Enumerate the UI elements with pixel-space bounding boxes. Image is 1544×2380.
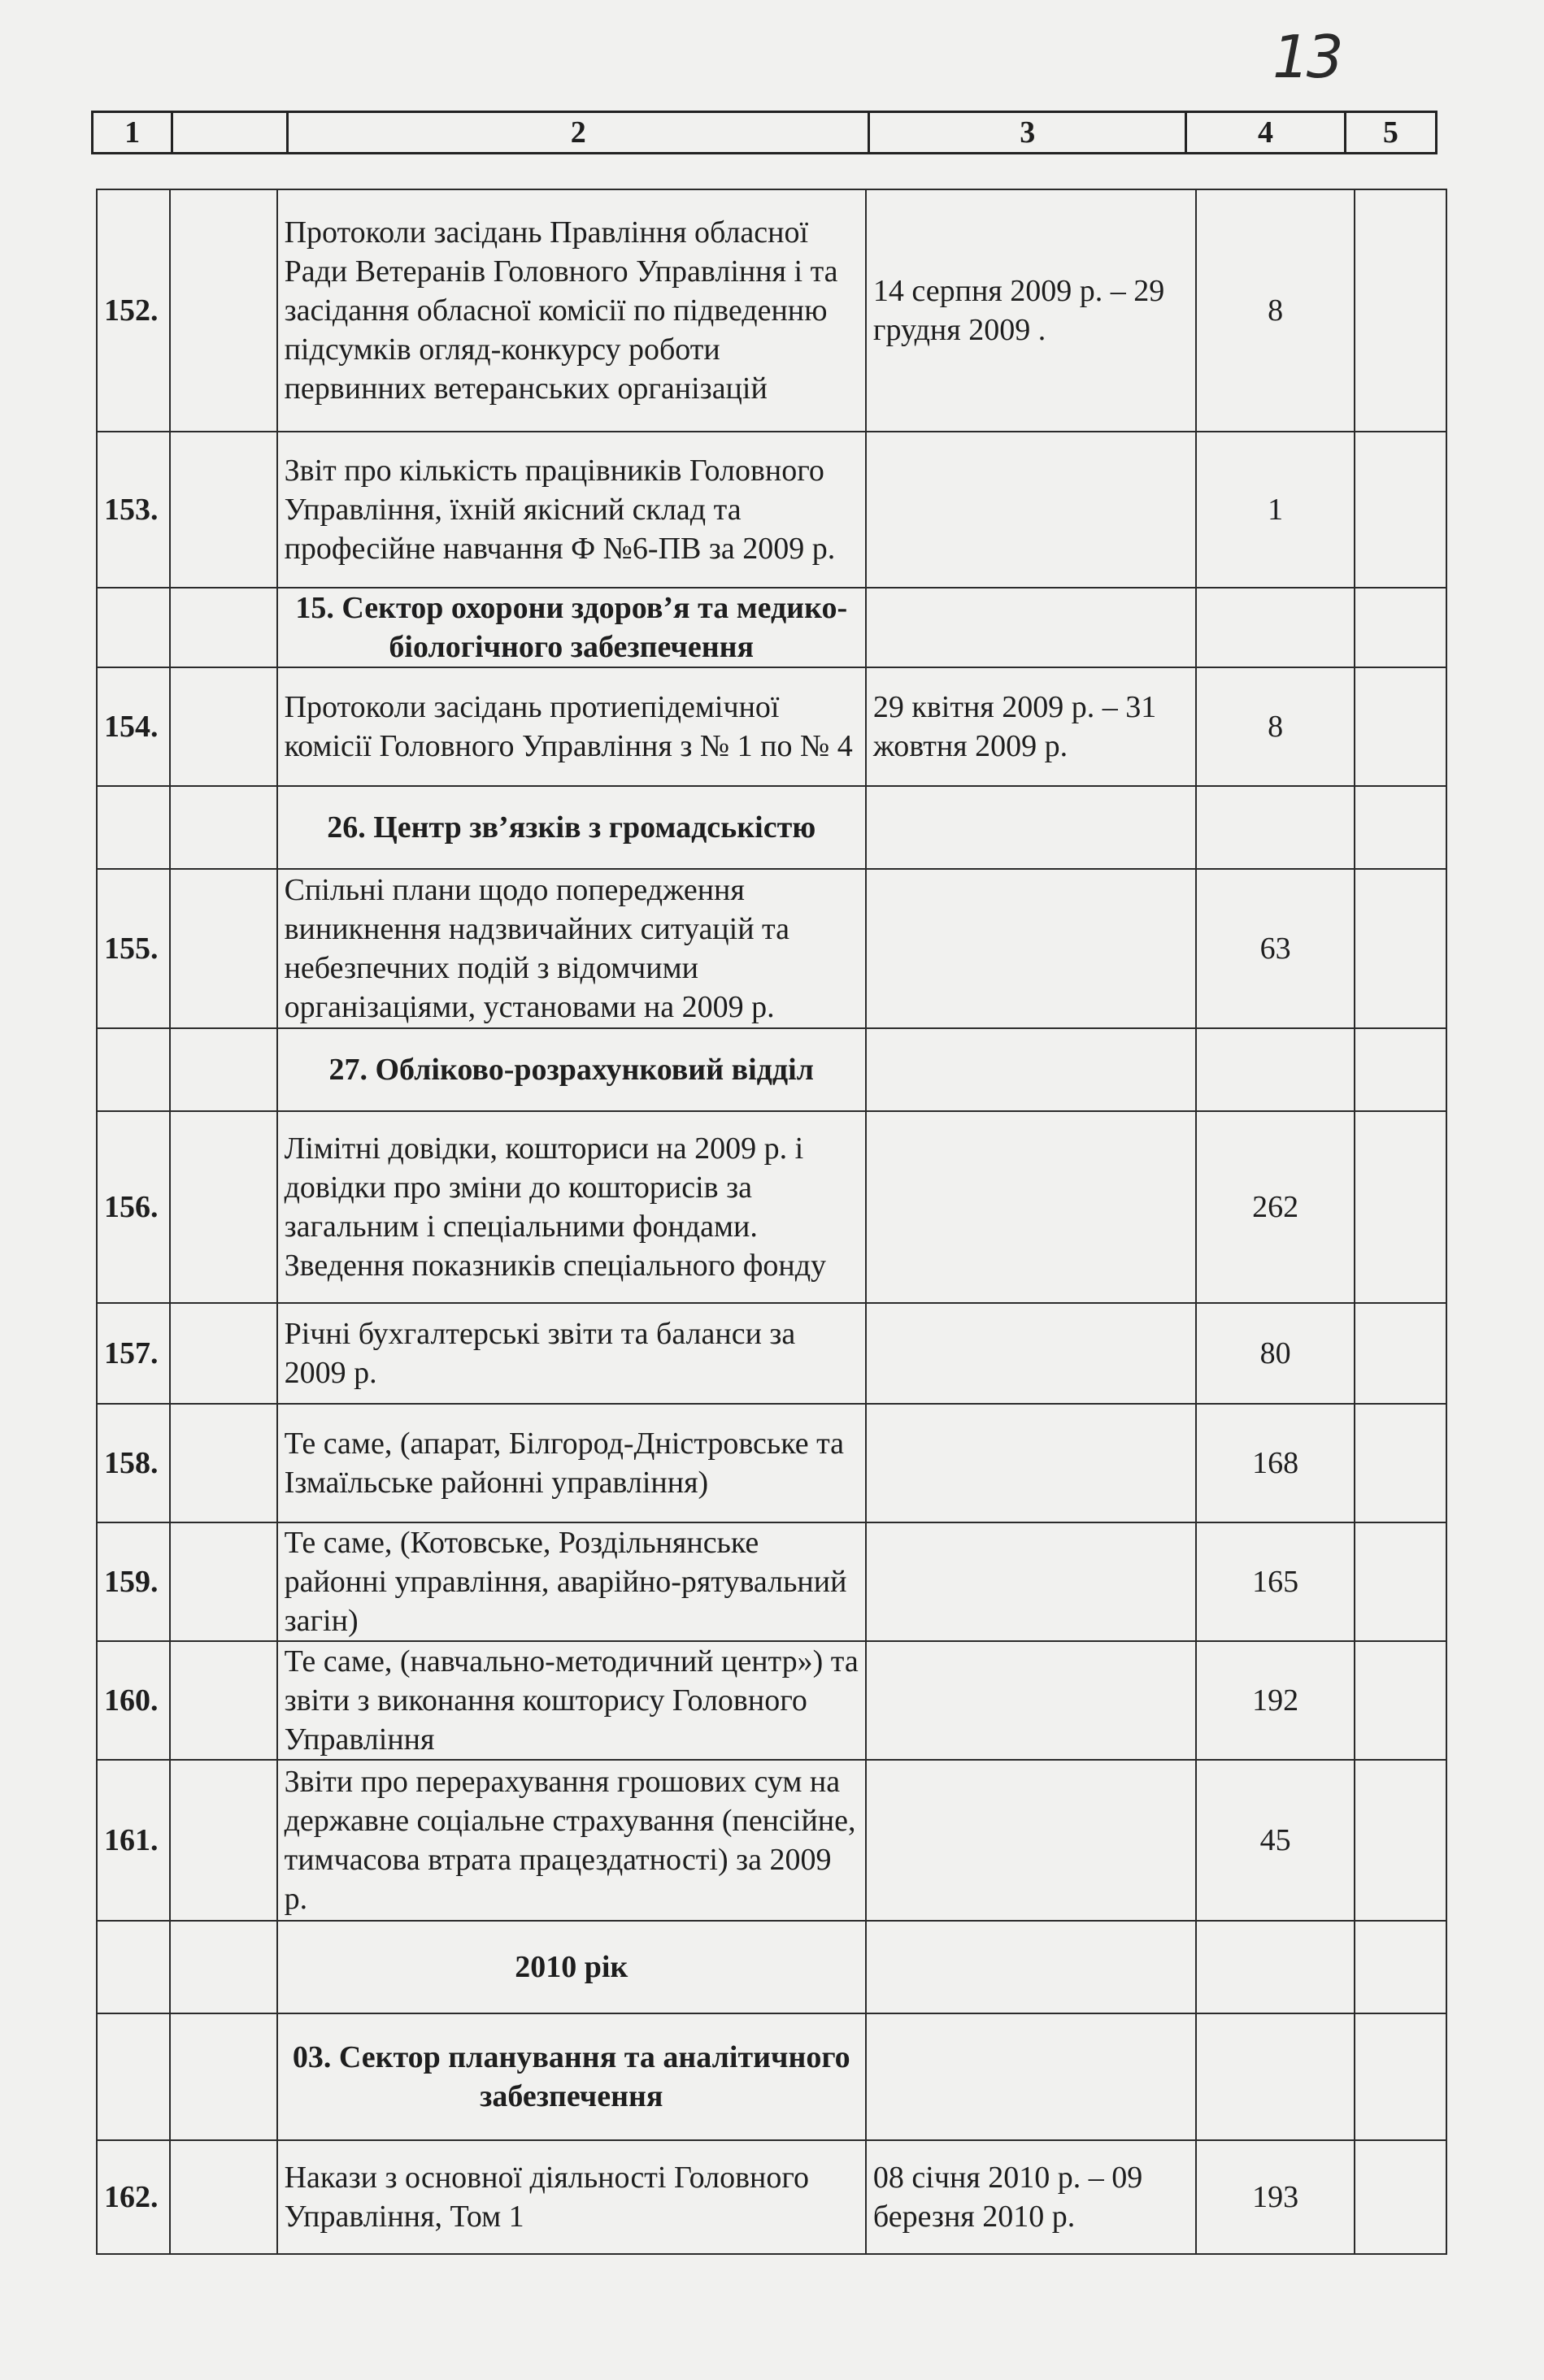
empty-cell [97, 786, 170, 869]
empty-cell [1355, 2140, 1446, 2254]
table-row [97, 1111, 1446, 1303]
item-count: 45 [1196, 1760, 1355, 1921]
section-title: 26. Центр зв’язків з громадськістю [277, 786, 866, 869]
column-header-2: 2 [288, 112, 869, 154]
empty-cell [1355, 1641, 1446, 1760]
empty-cell [1355, 432, 1446, 588]
empty-cell [170, 588, 276, 667]
empty-cell [1196, 2013, 1355, 2140]
item-dates [866, 1303, 1196, 1404]
section-row [97, 588, 1446, 667]
item-count: 63 [1196, 869, 1355, 1028]
item-count: 165 [1196, 1522, 1355, 1641]
column-header-table [91, 111, 1437, 154]
item-number: 157. [97, 1303, 170, 1404]
item-number: 156. [97, 1111, 170, 1303]
item-dates [866, 1404, 1196, 1522]
item-title: Протоколи засідань протиепідемічної комісії Головного Управління з № 1 по № 4 [277, 667, 866, 786]
item-title: Те саме, (Котовське, Роздільнянське районні управління, аварійно-рятувальний загін) [277, 1522, 866, 1641]
page-number: 13 [1272, 23, 1341, 91]
empty-cell [1355, 1028, 1446, 1111]
item-count: 8 [1196, 667, 1355, 786]
section-title: 2010 рік [277, 1921, 866, 2013]
item-dates: 14 серпня 2009 р. – 29 грудня 2009 . [866, 189, 1196, 432]
table-row [97, 667, 1446, 786]
item-number: 152. [97, 189, 170, 432]
item-title: Спільні плани щодо попередження виникнення надзвичайних ситуацій та небезпечних подій з відомчими організаціями, установами на 2009 р. [277, 869, 866, 1028]
item-title: Те саме, (навчально-методичний центр») та звіти з виконання кошторису Головного Управління [277, 1641, 866, 1760]
item-count: 192 [1196, 1641, 1355, 1760]
section-title: 15. Сектор охорони здоров’я та медико-біологічного забезпечення [277, 588, 866, 667]
empty-cell [1196, 786, 1355, 869]
inventory-table [96, 189, 1447, 2255]
item-number: 154. [97, 667, 170, 786]
empty-cell [170, 1111, 276, 1303]
empty-cell [170, 1921, 276, 2013]
item-dates: 29 квітня 2009 р. – 31 жовтня 2009 р. [866, 667, 1196, 786]
empty-cell [170, 869, 276, 1028]
empty-cell [170, 1404, 276, 1522]
empty-cell [170, 1303, 276, 1404]
empty-cell [1196, 588, 1355, 667]
column-header-4: 4 [1186, 112, 1346, 154]
item-dates [866, 432, 1196, 588]
table-row [97, 869, 1446, 1028]
empty-cell [170, 1760, 276, 1921]
empty-cell [866, 786, 1196, 869]
empty-cell [97, 1028, 170, 1111]
item-number: 153. [97, 432, 170, 588]
table-row [97, 1760, 1446, 1921]
item-count: 262 [1196, 1111, 1355, 1303]
empty-cell [97, 2013, 170, 2140]
item-count: 193 [1196, 2140, 1355, 2254]
item-title: Накази з основної діяльності Головного Управління, Том 1 [277, 2140, 866, 2254]
column-header-1: 1 [93, 112, 172, 154]
empty-cell [1355, 786, 1446, 869]
empty-cell [170, 1641, 276, 1760]
empty-cell [170, 1028, 276, 1111]
item-dates [866, 1760, 1196, 1921]
empty-cell [170, 189, 276, 432]
empty-cell [1355, 1303, 1446, 1404]
empty-cell [1355, 189, 1446, 432]
table-row [97, 1404, 1446, 1522]
item-number: 155. [97, 869, 170, 1028]
item-count: 80 [1196, 1303, 1355, 1404]
item-title: Те саме, (апарат, Білгород-Дністровське та Ізмаїльське районні управління) [277, 1404, 866, 1522]
empty-cell [170, 1522, 276, 1641]
item-title: Звіти про перерахування грошових сум на державне соціальне страхування (пенсійне, тимчасова втрата працездатності) за 2009 р. [277, 1760, 866, 1921]
item-title: Лімітні довідки, кошториси на 2009 р. і довідки про зміни до кошторисів за загальним і спеціальними фондами. Зведення показників спеціального фонду [277, 1111, 866, 1303]
column-header-3: 3 [869, 112, 1186, 154]
empty-cell [170, 667, 276, 786]
empty-cell [1355, 667, 1446, 786]
item-number: 159. [97, 1522, 170, 1641]
item-count: 168 [1196, 1404, 1355, 1522]
empty-cell [1355, 1760, 1446, 1921]
item-count: 8 [1196, 189, 1355, 432]
empty-cell [866, 1028, 1196, 1111]
empty-cell [1355, 1404, 1446, 1522]
item-dates [866, 869, 1196, 1028]
item-title: Звіт про кількість працівників Головного Управління, їхній якісний склад та професійне навчання Ф №6-ПВ за 2009 р. [277, 432, 866, 588]
section-row [97, 2013, 1446, 2140]
item-number: 160. [97, 1641, 170, 1760]
empty-cell [866, 2013, 1196, 2140]
section-row [97, 1028, 1446, 1111]
empty-cell [170, 786, 276, 869]
empty-cell [1355, 2013, 1446, 2140]
item-dates [866, 1522, 1196, 1641]
empty-cell [97, 588, 170, 667]
table-row [97, 1303, 1446, 1404]
section-title: 27. Обліково-розрахунковий відділ [277, 1028, 866, 1111]
column-header-5: 5 [1345, 112, 1436, 154]
empty-cell [1355, 869, 1446, 1028]
item-title: Річні бухгалтерські звіти та баланси за 2009 р. [277, 1303, 866, 1404]
empty-cell [1355, 588, 1446, 667]
empty-cell [1355, 1522, 1446, 1641]
column-header-1b [172, 112, 288, 154]
empty-cell [1355, 1921, 1446, 2013]
empty-cell [866, 1921, 1196, 2013]
empty-cell [1196, 1028, 1355, 1111]
section-row [97, 1921, 1446, 2013]
item-number: 162. [97, 2140, 170, 2254]
empty-cell [866, 588, 1196, 667]
section-row [97, 786, 1446, 869]
table-row [97, 189, 1446, 432]
item-dates [866, 1641, 1196, 1760]
table-row [97, 2140, 1446, 2254]
table-row [97, 1522, 1446, 1641]
table-row [97, 1641, 1446, 1760]
item-number: 158. [97, 1404, 170, 1522]
item-number: 161. [97, 1760, 170, 1921]
item-dates: 08 січня 2010 р. – 09 березня 2010 р. [866, 2140, 1196, 2254]
table-row [97, 432, 1446, 588]
empty-cell [170, 2013, 276, 2140]
section-title: 03. Сектор планування та аналітичного забезпечення [277, 2013, 866, 2140]
empty-cell [170, 432, 276, 588]
empty-cell [97, 1921, 170, 2013]
item-dates [866, 1111, 1196, 1303]
empty-cell [1355, 1111, 1446, 1303]
item-title: Протоколи засідань Правління обласної Ради Ветеранів Головного Управління і та засідання обласної комісії по підведенню підсумків огляд-конкурсу роботи первинних ветеранських організацій [277, 189, 866, 432]
empty-cell [170, 2140, 276, 2254]
item-count: 1 [1196, 432, 1355, 588]
empty-cell [1196, 1921, 1355, 2013]
